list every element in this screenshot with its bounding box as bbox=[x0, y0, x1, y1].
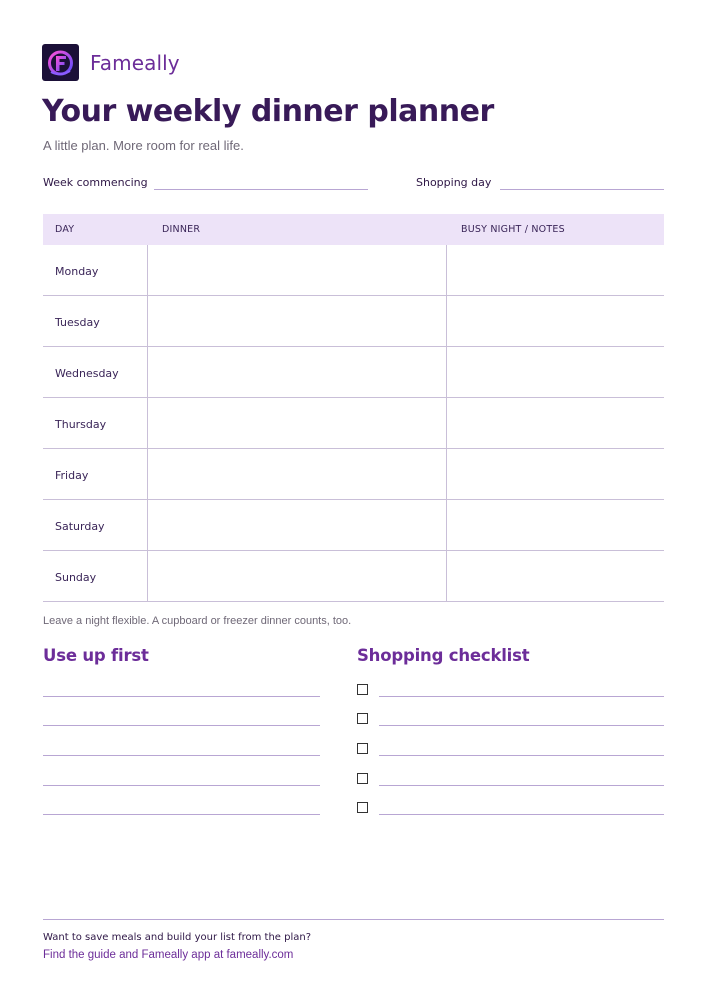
use-up-first-line bbox=[43, 814, 320, 815]
fameally-logo-icon bbox=[42, 44, 79, 81]
checklist-line bbox=[379, 725, 664, 726]
checklist-line bbox=[379, 785, 664, 786]
checklist-line bbox=[379, 696, 664, 697]
checklist-checkbox[interactable] bbox=[357, 684, 368, 695]
table-row bbox=[43, 296, 664, 347]
use-up-first-line bbox=[43, 725, 320, 726]
table-row bbox=[43, 449, 664, 500]
page-title: Your weekly dinner planner bbox=[42, 94, 494, 129]
shopping-checklist-title: Shopping checklist bbox=[357, 646, 530, 665]
header-day: DAY bbox=[55, 224, 75, 235]
use-up-first-title: Use up first bbox=[43, 646, 149, 665]
checklist-checkbox[interactable] bbox=[357, 773, 368, 784]
checklist-checkbox[interactable] bbox=[357, 802, 368, 813]
header-notes: BUSY NIGHT / NOTES bbox=[461, 224, 565, 235]
table-row bbox=[43, 398, 664, 449]
checklist-line bbox=[379, 814, 664, 815]
table-row bbox=[43, 500, 664, 551]
table-row bbox=[43, 245, 664, 296]
table-row bbox=[43, 347, 664, 398]
week-commencing-label: Week commencing bbox=[43, 176, 148, 189]
checklist-checkbox[interactable] bbox=[357, 713, 368, 724]
table-header-row bbox=[43, 214, 664, 245]
day-label: Saturday bbox=[55, 520, 105, 533]
shopping-day-label: Shopping day bbox=[416, 176, 492, 189]
table-row bbox=[43, 551, 664, 602]
day-label: Friday bbox=[55, 469, 89, 482]
day-label: Tuesday bbox=[55, 316, 100, 329]
day-label: Thursday bbox=[55, 418, 107, 431]
day-label: Monday bbox=[55, 265, 99, 278]
day-label: Sunday bbox=[55, 571, 97, 584]
footer-divider bbox=[43, 919, 664, 920]
checklist-line bbox=[379, 755, 664, 756]
checklist-checkbox[interactable] bbox=[357, 743, 368, 754]
footer-question: Want to save meals and build your list from the plan? bbox=[43, 932, 312, 943]
shopping-day-line bbox=[500, 189, 664, 190]
header-dinner: DINNER bbox=[162, 224, 201, 235]
use-up-first-line bbox=[43, 755, 320, 756]
footer-link[interactable]: Find the guide and Fameally app at fameally.com bbox=[43, 949, 294, 961]
page-subtitle: A little plan. More room for real life. bbox=[43, 138, 244, 153]
day-label: Wednesday bbox=[55, 367, 119, 380]
dinner-planner-table bbox=[43, 214, 664, 602]
brand-name: Fameally bbox=[90, 50, 180, 75]
brand-header bbox=[42, 44, 180, 81]
use-up-first-line bbox=[43, 785, 320, 786]
week-commencing-line bbox=[154, 189, 368, 190]
use-up-first-line bbox=[43, 696, 320, 697]
flexible-night-note: Leave a night flexible. A cupboard or freezer dinner counts, too. bbox=[43, 615, 352, 627]
